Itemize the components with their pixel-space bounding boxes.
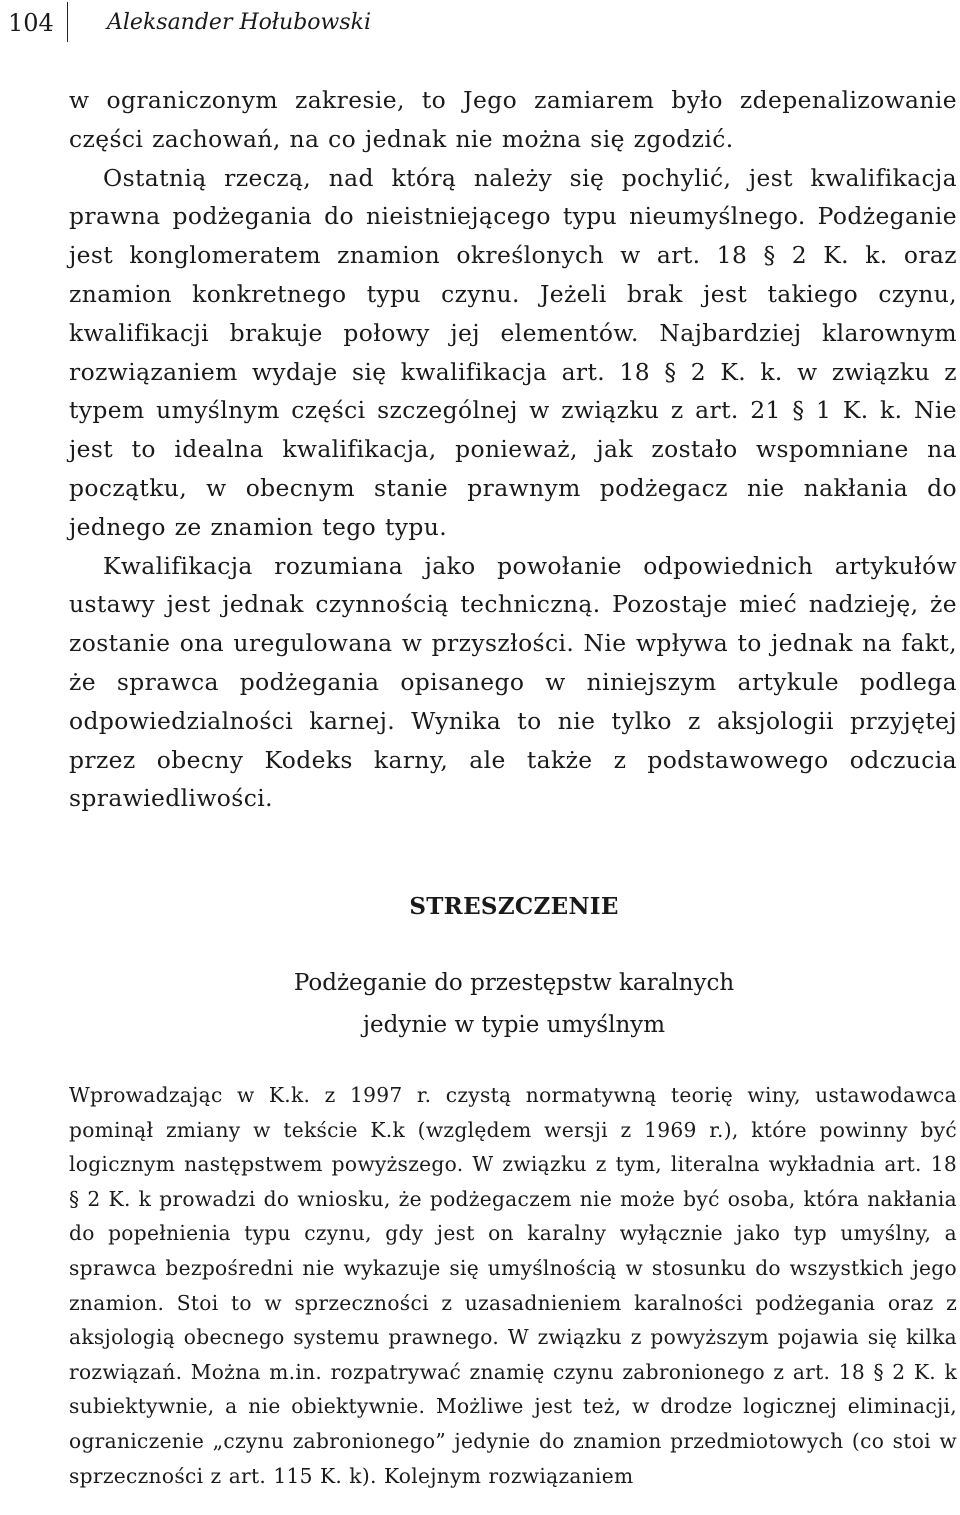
body-paragraph: Ostatnią rzeczą, nad którą należy się pochylić, jest kwalifikacja prawna podżegania do nieistniejącego typu nieumyślnego. Podżeganie jest konglomeratem znamion określonych w art. 18 § 2 K. k. oraz znamion konkretnego typu czynu. Jeżeli brak jest takiego czynu, kwalifikacji brakuje połowy jej elementów. Najbardziej klarownym rozwiązaniem wydaje się kwalifikacja art. 18 § 2 K. k. w związku z typem umyślnym części szczególnej w związku z art. 21 § 1 K. k. Nie jest to idealna kwalifikacja, ponieważ, jak zostało wspomniane na początku, w obecnym stanie prawnym podżegacz nie nakłania do jednego ze znamion tego typu. <box>69 163 957 541</box>
summary-title-line: jedynie w typie umyślnym <box>362 1012 666 1038</box>
summary-body <box>69 1078 957 1493</box>
summary-title <box>0 962 960 1046</box>
body-paragraph: w ograniczonym zakresie, to Jego zamiarem było zdepenalizowanie części zachowań, na co jednak nie można się zgodzić. <box>69 86 957 153</box>
article-body <box>69 81 957 818</box>
running-head-author: Aleksander Hołubowski <box>107 10 372 35</box>
summary-heading: STRESZCZENIE <box>409 893 619 920</box>
header-divider <box>67 2 68 42</box>
body-paragraph: Kwalifikacja rozumiana jako powołanie odpowiednich artykułów ustawy jest jednak czynnością techniczną. Pozostaje mieć nadzieję, że zostanie ona uregulowana w przyszłości. Nie wpływa to jednak na fakt, że sprawca podżegania opisanego w niniejszym artykule podlega odpowiedzialności karnej. Wynika to nie tylko z aksjologii przyjętej przez obecny Kodeks karny, ale także z podstawowego odczucia sprawiedliwości. <box>69 551 957 813</box>
page-number: 104 <box>8 9 54 37</box>
summary-title-line: Podżeganie do przestępstw karalnych <box>293 970 735 996</box>
summary-paragraph: Wprowadzając w K.k. z 1997 r. czystą normatywną teorię winy, ustawodawca pominął zmiany w tekście K.k (względem wersji z 1969 r.), które powinny być logicznym następstwem powyższego. W związku z tym, literalna wykładnia art. 18 § 2 K. k prowadzi do wniosku, że podżegaczem nie może być osoba, która nakłania do popełnienia typu czynu, gdy jest on karalny wyłącznie jako typ umyślny, a sprawca bezpośredni nie wykazuje się umyślnością w stosunku do wszystkich jego znamion. Stoi to w sprzeczności z uzasadnieniem karalności podżegania oraz z aksjologią obecnego systemu prawnego. W związku z powyższym pojawia się kilka rozwiązań. Można m.in. rozpatrywać znamię czynu zabronionego z art. 18 § 2 K. k subiektywnie, a nie obiektywnie. Możliwe jest też, w drodze logicznej eliminacji, ograniczenie „czynu zabronionego” jedynie do znamion przedmiotowych (co stoi w sprzeczności z art. 115 K. k). Kolejnym rozwiązaniem <box>69 1083 957 1488</box>
